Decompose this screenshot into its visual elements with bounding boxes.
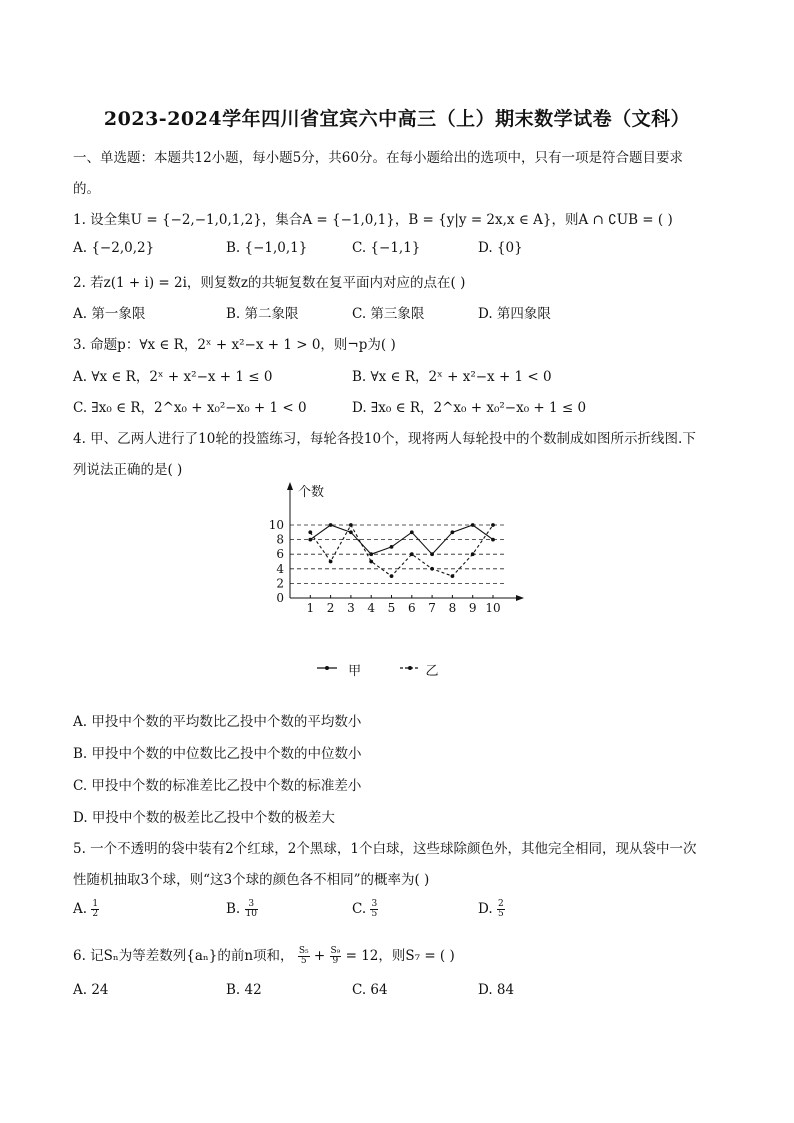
fraction-numerator: 2 — [497, 899, 504, 909]
question-5-stem-line-2: 性随机抽取3个球，则“这3个球的颜色各不相同”的概率为( ) — [73, 872, 430, 888]
data-point-jia-4 — [369, 552, 373, 556]
x-tick-label-9: 9 — [468, 601, 477, 613]
x-tick-label-4: 4 — [367, 601, 376, 613]
x-tick-label-8: 8 — [448, 601, 457, 613]
q3-option-b: B. ∀x ∈ R，2ˣ + x²−x + 1 < 0 — [352, 369, 552, 385]
q5-option-a-label: A. — [73, 901, 88, 917]
fraction-denominator: 5 — [497, 909, 504, 919]
q1-option-c: C. {−1,1} — [352, 240, 421, 256]
question-3-stem: 3. 命题p：∀x ∈ R，2ˣ + x²−x + 1 > 0，则¬p为( ) — [73, 337, 396, 353]
data-point-jia-3 — [349, 530, 353, 534]
legend-jia-marker — [316, 662, 338, 677]
x-axis-arrow — [516, 595, 524, 601]
q3-option-c: C. ∃x₀ ∈ R，2^x₀ + x₀²−x₀ + 1 < 0 — [73, 400, 307, 416]
q5-option-b-fraction — [245, 900, 258, 919]
y-tick-label-0: 0 — [276, 591, 284, 605]
q5-option-c-fraction — [370, 900, 378, 919]
data-point-yi-2 — [329, 560, 333, 564]
legend-jia-label: 甲 — [348, 664, 362, 679]
q2-option-a: A. 第一象限 — [73, 306, 146, 322]
data-point-jia-1 — [308, 538, 312, 542]
question-1-stem: 1. 设全集U = {−2,−1,0,1,2}，集合A = {−1,0,1}，B = {y|y = 2x,x ∈ A}，则A ∩ ∁UB = ( ) — [73, 212, 673, 228]
q5-option-d-label: D. — [478, 901, 493, 917]
q4-option-c: C. 甲投中个数的标准差比乙投中个数的标准差小 — [73, 778, 362, 794]
q3-option-a: A. ∀x ∈ R，2ˣ + x²−x + 1 ≤ 0 — [73, 369, 273, 385]
fraction-numerator: S₅ — [298, 946, 309, 956]
data-point-yi-8 — [451, 574, 455, 578]
q6-stem-part-b: = 12，则S₇ = ( ) — [345, 948, 455, 964]
section-intro-line-2: 的。 — [73, 181, 100, 197]
q4-option-b: B. 甲投中个数的中位数比乙投中个数的中位数小 — [73, 746, 362, 762]
q6-fraction-s9 — [330, 947, 342, 966]
data-point-jia-9 — [471, 523, 475, 527]
x-tick-label-6: 6 — [407, 601, 416, 613]
q5-option-a-fraction — [91, 900, 99, 919]
fraction-denominator: 5 — [371, 909, 378, 919]
data-point-yi-6 — [410, 552, 414, 556]
x-tick-label-7: 7 — [428, 601, 436, 613]
q2-option-c: C. 第三象限 — [352, 306, 425, 322]
y-tick-label-4: 4 — [276, 561, 284, 576]
data-point-jia-6 — [410, 530, 414, 534]
q1-option-a: A. {−2,0,2} — [73, 240, 155, 256]
y-tick-label-6: 6 — [276, 547, 284, 562]
q5-option-c — [352, 900, 378, 919]
q3-option-d: D. ∃x₀ ∈ R，2^x₀ + x₀²−x₀ + 1 ≤ 0 — [352, 400, 587, 416]
q2-option-b: B. 第二象限 — [226, 306, 299, 322]
q5-option-a — [73, 900, 99, 919]
q5-option-c-label: C. — [352, 901, 367, 917]
line-chart — [262, 478, 532, 613]
x-tick-label-10: 10 — [485, 601, 501, 613]
fraction-numerator: 3 — [245, 900, 258, 910]
q5-option-d — [478, 900, 505, 919]
data-point-jia-7 — [430, 552, 434, 556]
fraction-numerator: 1 — [92, 899, 99, 909]
line-chart-svg — [262, 478, 532, 613]
x-tick-label-5: 5 — [387, 601, 396, 613]
fraction-numerator: S₉ — [330, 946, 341, 956]
question-2-stem: 2. 若z(1 + i) = 2i，则复数z的共轭复数在复平面内对应的点在( ) — [73, 275, 466, 291]
q6-option-c: C. 64 — [352, 982, 388, 998]
y-tick-label-2: 2 — [276, 576, 284, 591]
y-axis-label: 个数 — [298, 485, 325, 500]
q1-option-d: D. {0} — [478, 240, 523, 256]
q4-option-d: D. 甲投中个数的极差比乙投中个数的极差大 — [73, 810, 335, 826]
data-point-yi-10 — [491, 523, 495, 527]
fraction-denominator: 10 — [245, 909, 257, 919]
q5-option-d-fraction — [497, 900, 505, 919]
data-point-yi-9 — [471, 552, 475, 556]
fraction-denominator: 2 — [92, 909, 99, 919]
q6-fraction-s5 — [298, 947, 310, 966]
page-title: 2023-2024学年四川省宜宾六中高三（上）期末数学试卷（文科） — [103, 108, 691, 130]
q1-option-b: B. {−1,0,1} — [226, 240, 308, 256]
fraction-denominator: 9 — [332, 956, 339, 966]
data-point-yi-4 — [369, 560, 373, 564]
q6-plus-sign: + — [313, 948, 326, 964]
section-intro-line-1: 一、单选题：本题共12小题，每小题5分，共60分。在每小题给出的选项中，只有一项是符合题目要求 — [73, 150, 683, 166]
data-point-jia-2 — [329, 523, 333, 527]
q5-option-b — [226, 900, 258, 919]
q2-option-d: D. 第四象限 — [478, 306, 551, 322]
fraction-numerator: 3 — [371, 899, 378, 909]
data-point-yi-5 — [390, 574, 394, 578]
data-point-jia-8 — [451, 530, 455, 534]
q6-option-a: A. 24 — [73, 982, 109, 998]
chart-legend — [316, 660, 438, 679]
data-point-yi-7 — [430, 567, 434, 571]
x-tick-label-1: 1 — [306, 601, 315, 613]
question-6-stem — [73, 944, 455, 966]
question-4-stem-line-2: 列说法正确的是( ) — [73, 462, 183, 478]
y-tick-label-8: 8 — [276, 532, 284, 547]
data-point-jia-5 — [390, 545, 394, 549]
data-point-yi-1 — [308, 530, 312, 534]
y-axis-arrow — [287, 482, 293, 490]
q5-option-b-label: B. — [226, 901, 241, 917]
question-5-stem-line-1: 5. 一个不透明的袋中装有2个红球，2个黑球，1个白球，这些球除颜色外，其他完全相同，现从袋中一次 — [73, 841, 697, 857]
x-tick-label-3: 3 — [347, 601, 355, 613]
q6-stem-part-a: 6. 记Sₙ为等差数列{aₙ}的前n项和， — [73, 948, 294, 964]
question-4-stem-line-1: 4. 甲、乙两人进行了10轮的投篮练习，每轮各投10个，现将两人每轮投中的个数制成如图所示折线图.下 — [73, 431, 696, 447]
fraction-denominator: 5 — [300, 956, 307, 966]
legend-yi-marker — [399, 662, 421, 677]
q4-option-a: A. 甲投中个数的平均数比乙投中个数的平均数小 — [73, 714, 362, 730]
x-tick-label-2: 2 — [326, 601, 335, 613]
q6-option-b: B. 42 — [226, 982, 262, 998]
legend-yi-label: 乙 — [425, 664, 439, 679]
y-tick-label-10: 10 — [268, 518, 284, 532]
data-point-yi-3 — [349, 523, 353, 527]
q6-option-d: D. 84 — [478, 982, 515, 998]
data-point-jia-10 — [491, 538, 495, 542]
